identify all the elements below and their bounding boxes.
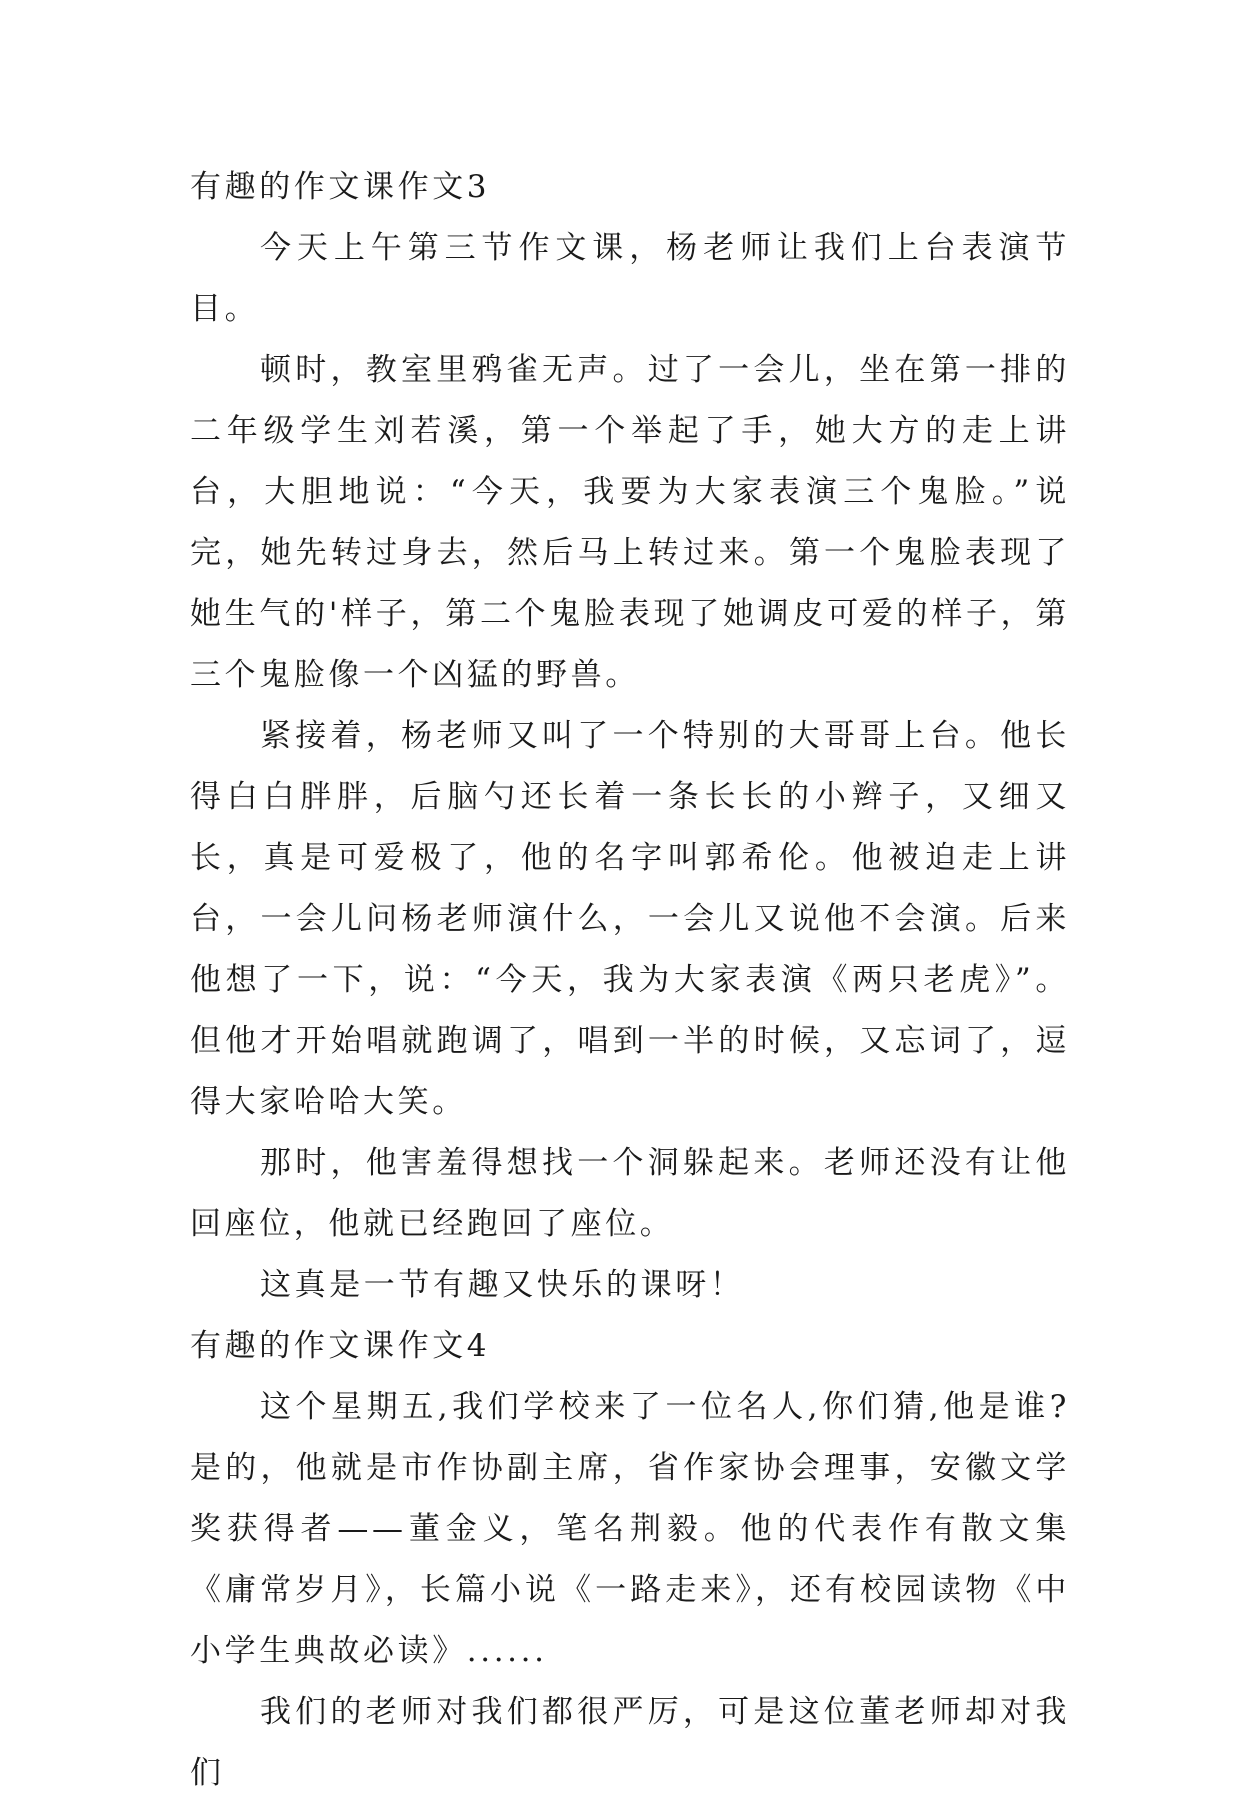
paragraph: 这个星期五,我们学校来了一位名人,你们猜,他是谁?是的，他就是市作协副主席，省作家协会理事，安徽文学奖获得者——董金义，笔名荆毅。他的代表作有散文集《庸常岁月》，长篇小说《一路走来》，还有校园读物《中小学生典故必读》...... (190, 1389, 1070, 1669)
paragraph: 紧接着，杨老师又叫了一个特别的大哥哥上台。他长得白白胖胖，后脑勺还长着一条长长的小辫子，又细又长，真是可爱极了，他的名字叫郭希伦。他被迫走上讲台，一会儿问杨老师演什么，一会儿又说他不会演。后来他想了一下，说：“今天，我为大家表演《两只老虎》”。但他才开始唱就跑调了，唱到一半的时候，又忘词了，逗得大家哈哈大笑。 (190, 718, 1070, 1120)
paragraph: 那时，他害羞得想找一个洞躲起来。老师还没有让他回座位，他就已经跑回了座位。 (190, 1145, 1070, 1242)
paragraph: 这真是一节有趣又快乐的课呀！ (260, 1267, 745, 1303)
document-body (190, 157, 1070, 1804)
section-heading: 有趣的作文课作文3 (190, 169, 491, 205)
paragraph: 今天上午第三节作文课，杨老师让我们上台表演节目。 (190, 230, 1070, 327)
essay-section-4 (190, 1316, 1070, 1804)
essay-section-3 (190, 157, 1070, 1316)
paragraph: 我们的老师对我们都很严厉，可是这位董老师却对我们 (190, 1694, 1070, 1791)
paragraph: 顿时，教室里鸦雀无声。过了一会儿，坐在第一排的二年级学生刘若溪，第一个举起了手，她大方的走上讲台，大胆地说：“今天，我要为大家表演三个鬼脸。”说完，她先转过身去，然后马上转过来。第一个鬼脸表现了她生气的'样子，第二个鬼脸表现了她调皮可爱的样子，第三个鬼脸像一个凶猛的野兽。 (190, 352, 1070, 693)
section-heading: 有趣的作文课作文4 (190, 1328, 491, 1364)
